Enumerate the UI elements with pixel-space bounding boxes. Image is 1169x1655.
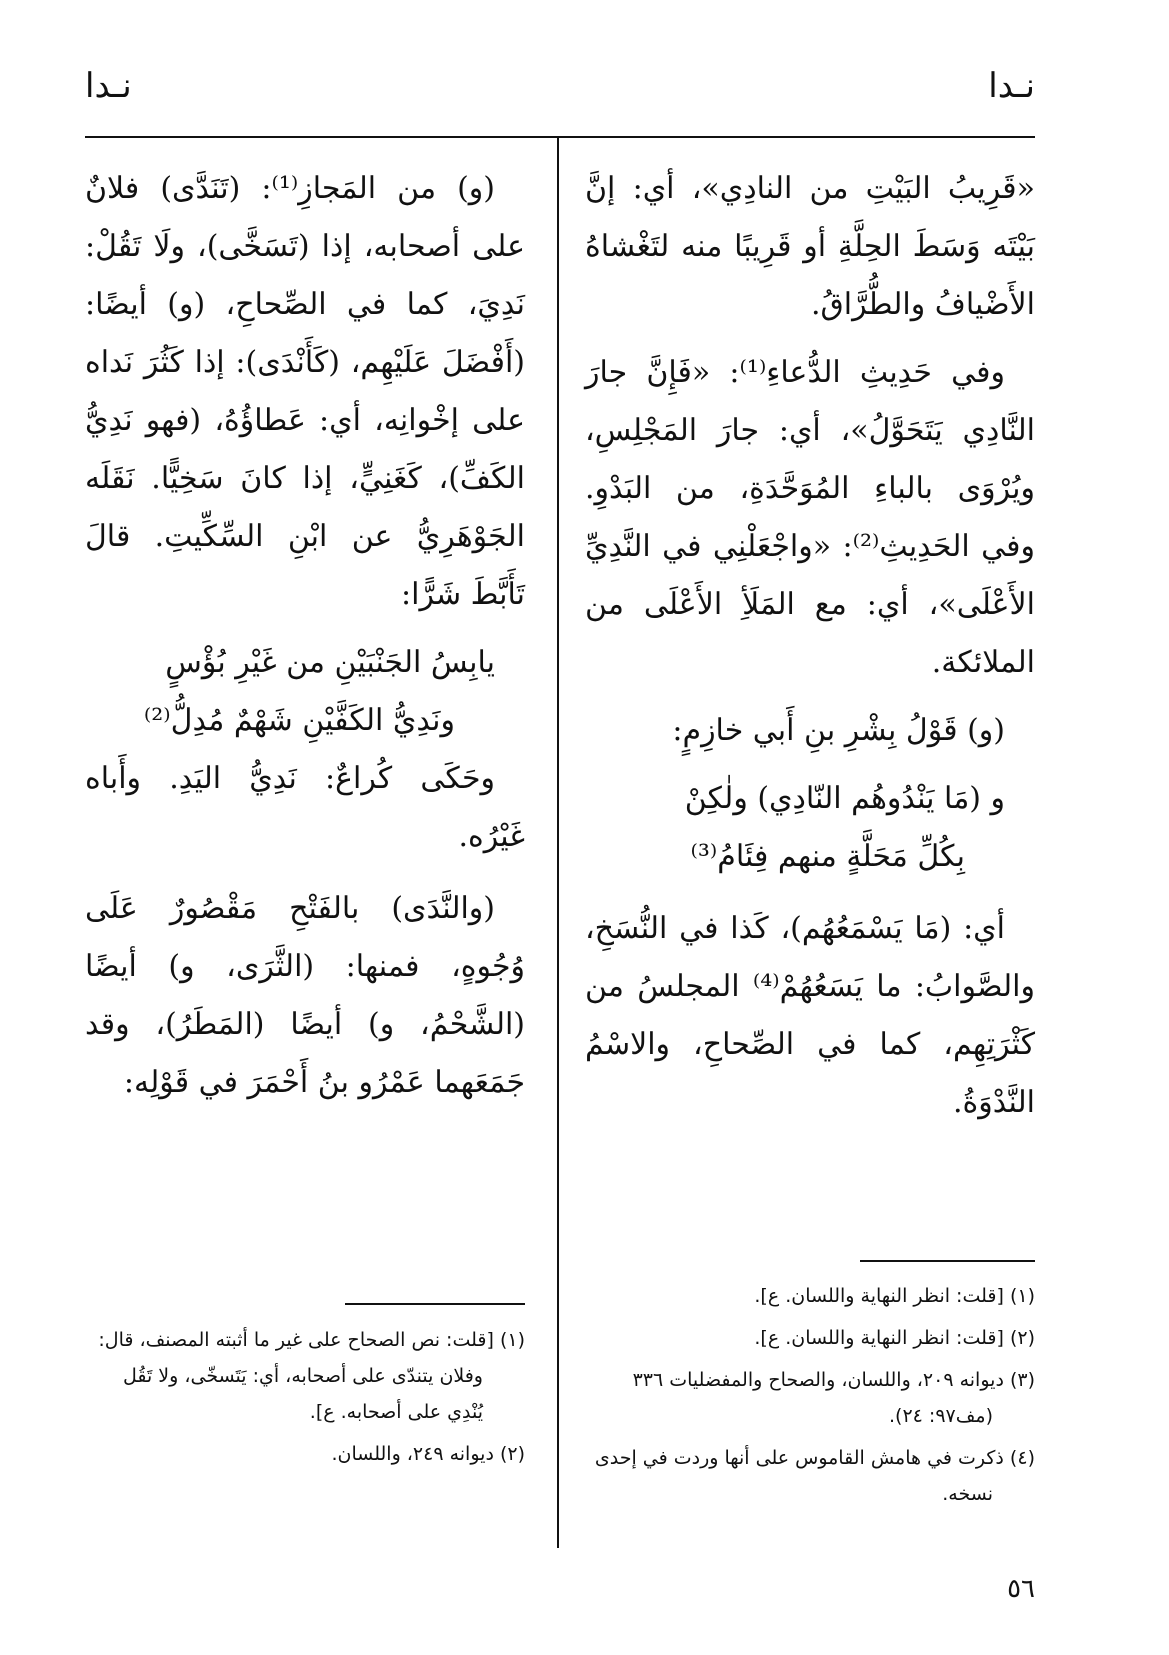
running-header-left: نـدا (85, 66, 132, 106)
column-divider (557, 138, 559, 1548)
paragraph: (و) من المَجازِ⁽¹⁾: (تَنَدَّى) فلانٌ على أصحابه، إذا (تَسَخَّى)، ولَا تَقُلْ: نَدِيَ، كما في الصِّحاحِ، (و) أيضًا: (أَفْضَلَ عَلَيْهِم، (كَأَنْدَى): إذا كَثُرَ نَداه على إخْوانِه، أي: عَطاؤُهُ، (فهو نَدِيُّ الكَفِّ)، كَغَنِيٍّ، إذا كانَ سَخِيًّا. نَقَلَه الجَوْهَرِيُّ عن ابْنِ السِّكِّيتِ. قالَ تَأَبَّطَ شَرًّا: (85, 171, 525, 612)
right-column (585, 160, 1035, 1142)
footnote: (١) [قلت: نص الصحاح على غير ما أثبته المصنف، قال: وفلان يتندّى على أصحابه، أي: يَتَسخّى، ولا تَقُل يُنْدِي على أصحابه. ع]. (98, 1329, 525, 1423)
paragraph: أي: (مَا يَسْمَعُهُم)، كَذا في النُّسَخِ، والصَّوابُ: ما يَسَعُهُمْ⁽⁴⁾ المجلسُ من كَثْرَتِهِم، كما في الصِّحاحِ، والاسْمُ النَّدْوَةُ. (585, 911, 1035, 1120)
header-rule (85, 136, 1035, 138)
footnote-rule (860, 1260, 1035, 1262)
paragraph: وحَكَى كُراعٌ: نَدِيُّ اليَدِ. وأَباه غَيْرُه. (85, 761, 525, 854)
footnote: (٢) [قلت: انظر النهاية واللسان. ع]. (754, 1327, 1035, 1349)
paragraph: (والنَّدَى) بالفَتْحِ مَقْصُورٌ عَلَى وُجُوهٍ، فمنها: (الثَّرَى، و) أيضًا (الشَّحْمُ، و) أيضًا (المَطَرُ)، وقد جَمَعَهما عَمْرُو بنُ أَحْمَرَ في قَوْلِه: (85, 891, 525, 1100)
footnote-rule (345, 1303, 525, 1305)
footnotes-right (585, 1278, 1035, 1518)
footnote: (٢) ديوانه ٢٤٩، واللسان. (331, 1443, 525, 1465)
left-column (85, 160, 525, 1122)
footnotes-left (85, 1322, 525, 1478)
verse-line: و (مَا يَنْدُوهُم النّادِي) ولٰكِنْ (684, 781, 1005, 816)
paragraph: وفي حَدِيثِ الدُّعاءِ⁽¹⁾: «فَإِنَّ جارَ النَّادِي يَتَحَوَّلُ»، أي: جارَ المَجْلِسِ، ويُرْوَى بالباءِ المُوَحَّدَةِ، من البَدْوِ. وفي الحَدِيثِ⁽²⁾: «واجْعَلْنِي في النَّدِيِّ الأَعْلَى»، أي: مع المَلَأِ الأَعْلَى من الملائكة. (585, 355, 1035, 680)
footnote: (٣) ديوانه ٢٠٩، واللسان، والصحاح والمفضليات ٣٣٦ (مف٩٧: ٢٤). (632, 1369, 1035, 1427)
page-number: ٥٦ (1007, 1574, 1035, 1604)
footnote: (٤) ذكرت في هامش القاموس على أنها وردت في إحدى نسخه. (594, 1447, 1035, 1505)
running-header-right: نـدا (988, 66, 1035, 106)
paragraph: «قَرِيبُ البَيْتِ من النادِي»، أي: إنَّ بَيْتَه وَسَطَ الحِلَّةِ أو قَرِيبًا منه لتَغْشاهُ الأَضْيافُ والطُّرَّاقُ. (585, 171, 1035, 322)
verse-line: يابِسُ الجَنْبَيْنِ من غَيْرِ بُؤْسٍ (165, 645, 495, 680)
footnote: (١) [قلت: انظر النهاية واللسان. ع]. (754, 1285, 1035, 1307)
paragraph: (و) قَوْلُ بِشْرِ بنِ أَبي خازِمٍ: (672, 713, 1005, 748)
verse-line: بِكُلِّ مَحَلَّةٍ منهم فِئَامُ⁽³⁾ (690, 839, 965, 874)
verse-line: ونَدِيُّ الكَفَّيْنِ شَهْمٌ مُدِلُّ⁽²⁾ (143, 703, 455, 738)
